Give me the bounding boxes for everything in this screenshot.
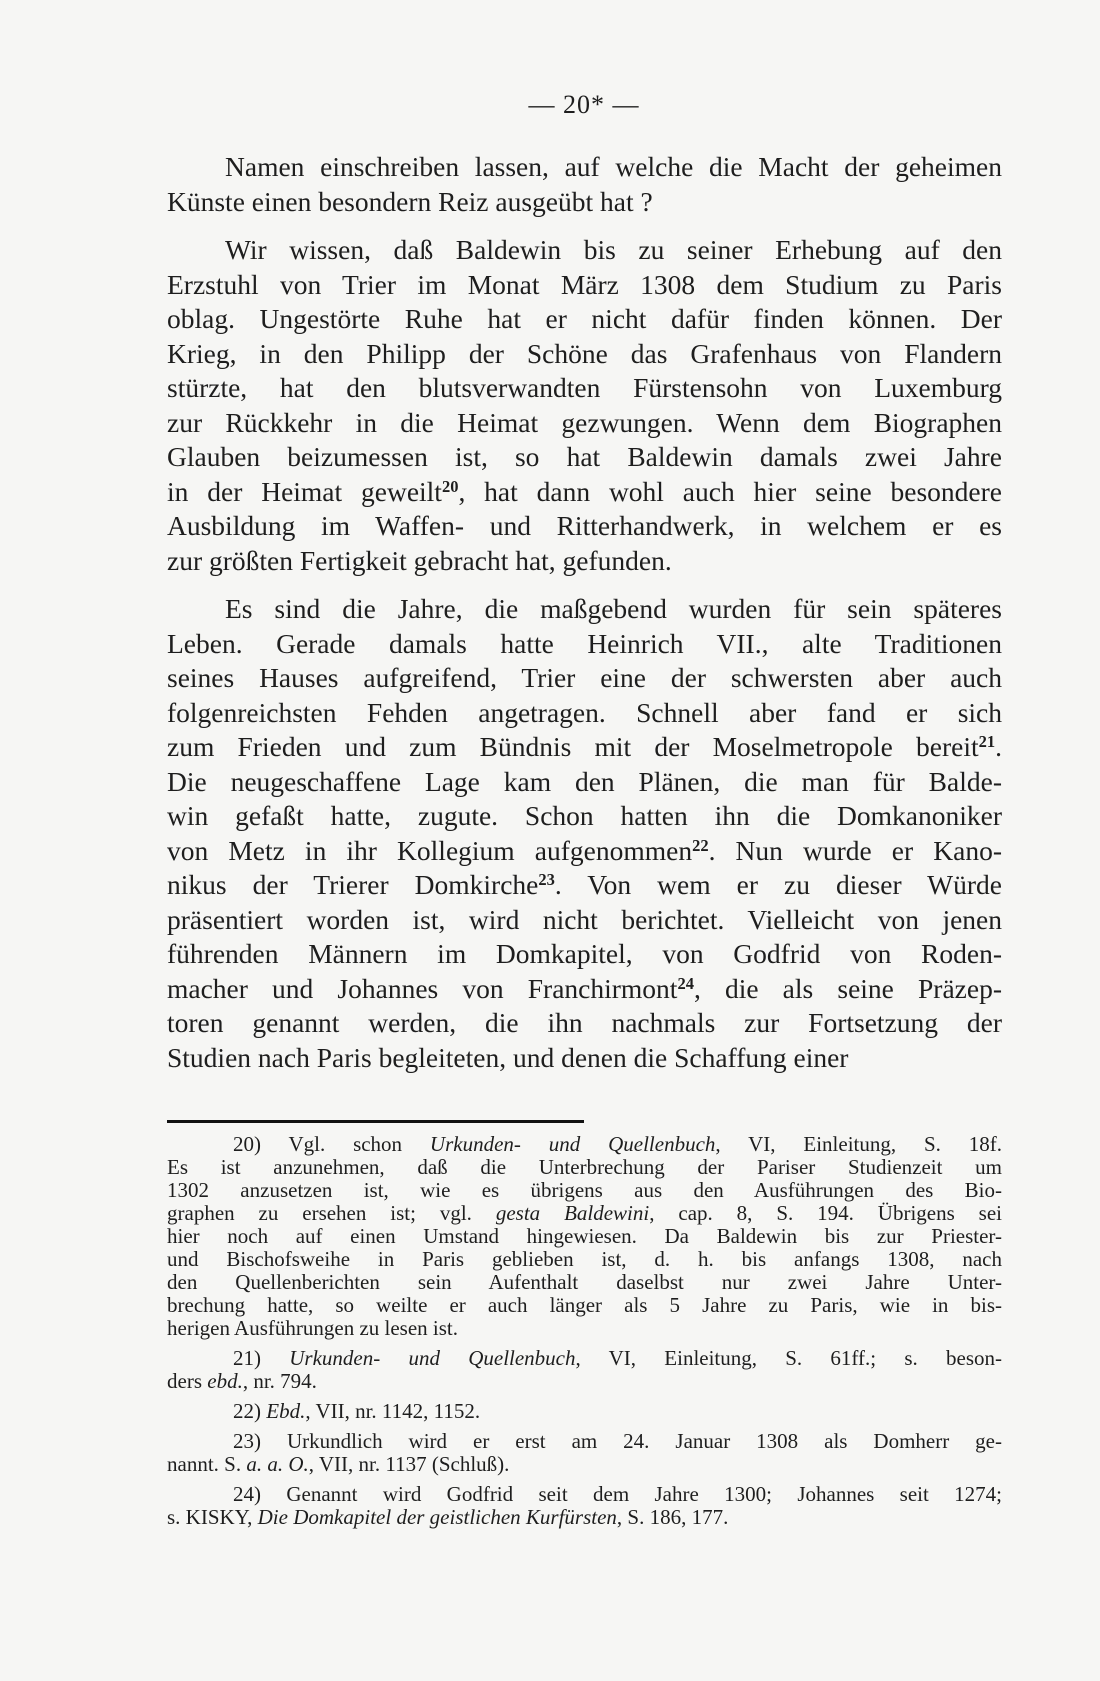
footnote (167, 1430, 1002, 1476)
text-line: ders ebd., nr. 794. (167, 1369, 317, 1393)
text-line: in der Heimat geweilt$^{20}$, hat dann wohl auch hier seine besondere (167, 475, 1002, 507)
footnote (167, 1133, 1002, 1340)
text-line: 21) Urkunden- und Quellenbuch, VI, Einleitung, S. 61ff.; s. beson- (233, 1346, 1003, 1370)
text-line: oblag. Ungestörte Ruhe hat er nicht dafür finden können. Der (167, 303, 1002, 334)
text-line: toren genannt werden, die ihn nachmals zur Fortsetzung der (167, 1007, 1002, 1038)
text-line: zur Rückkehr in die Heimat gezwungen. Wenn dem Biographen (167, 406, 1002, 438)
text-line: s. KISKY, Die Domkapitel der geistlichen Kurfürsten, S. 186, 177. (167, 1505, 729, 1529)
text-line: stürzte, hat den blutsverwandten Fürstensohn von Luxemburg (167, 372, 1002, 403)
text-line: 20) Vgl. schon Urkunden- und Quellenbuch, VI, Einleitung, S. 18f. (233, 1132, 1002, 1156)
italic-text: Urkunden- und Quellenbuch (429, 1132, 716, 1156)
text-line: Studien nach Paris begleiteten, und denen die Schaffung einer (167, 1041, 849, 1073)
text-line: 23) Urkundlich wird er erst am 24. Januar 1308 als Domherr ge- (233, 1429, 1002, 1453)
text-line: hier noch auf einen Umstand hingewiesen. Da Baldewin bis zur Priester- (167, 1224, 1002, 1248)
text-line: Es sind die Jahre, die maßgebend wurden für sein späteres (225, 593, 1002, 624)
text-line: zum Frieden und zum Bündnis mit der Moselmetropole bereit$^{21}$. (167, 731, 1002, 762)
text-line: 1302 anzusetzen ist, wie es übrigens aus den Ausführungen des Bio- (167, 1178, 1002, 1202)
text-line: Erzstuhl von Trier im Monat März 1308 dem Studium zu Paris (167, 268, 1002, 300)
footnote (167, 1400, 1002, 1423)
footnote-ref: 22 (692, 835, 709, 855)
paragraph (167, 233, 1002, 578)
text-line: Es ist anzunehmen, daß die Unterbrechung der Pariser Studienzeit um (167, 1155, 1002, 1179)
text-line: 24) Genannt wird Godfrid seit dem Jahre 1300; Johannes seit 1274; (233, 1482, 1002, 1506)
text-line: macher und Johannes von Franchirmont$^{24}$, die als seine Präzep- (167, 972, 1002, 1004)
text-line: folgenreichsten Fehden angetragen. Schnell aber fand er sich (167, 696, 1002, 728)
page-number: — 20* — (528, 90, 640, 119)
italic-text: gesta Baldewini (495, 1201, 650, 1225)
footnote-separator (167, 1120, 584, 1123)
text-line: 22) Ebd., VII, nr. 1142, 1152. (233, 1399, 481, 1423)
footnote-ref: 23 (538, 869, 555, 889)
text-line: den Quellenberichten sein Aufenthalt daselbst nur zwei Jahre Unter- (167, 1270, 1002, 1294)
footnotes (167, 1133, 1002, 1529)
text-line: nikus der Trierer Domkirche$^{23}$. Von wem er zu dieser Würde (167, 869, 1003, 900)
text-line: zur größten Fertigkeit gebracht hat, gefunden. (167, 544, 672, 576)
text-line: präsentiert worden ist, wird nicht berichtet. Vielleicht von jenen (167, 903, 1002, 935)
text-line: Künste einen besondern Reiz ausgeübt hat ? (167, 185, 653, 217)
text-line: win gefaßt hatte, zugute. Schon hatten ihn die Domkanoniker (167, 800, 1002, 831)
italic-text: Ebd. (266, 1399, 306, 1423)
footnote-ref: 24 (677, 973, 694, 993)
paragraph (167, 592, 1002, 1075)
body-text (167, 150, 1002, 1075)
italic-text: Die Domkapitel der geistlichen Kurfürsten (257, 1505, 617, 1529)
italic-text: ebd. (207, 1369, 243, 1393)
italic-text: Urkunden- und Quellenbuch (289, 1346, 576, 1370)
text-line: nannt. S. a. a. O., VII, nr. 1137 (Schluß). (167, 1452, 510, 1476)
text-line: Krieg, in den Philipp der Schöne das Grafenhaus von Flandern (167, 337, 1002, 369)
text-line: von Metz in ihr Kollegium aufgenommen$^{22}$. Nun wurde er Kano- (167, 834, 1002, 866)
footnote-ref: 20 (441, 476, 459, 496)
text-line: seines Hauses aufgreifend, Trier eine der schwersten aber auch (167, 662, 1002, 693)
italic-text: a. a. O. (246, 1452, 309, 1476)
text-line: brechung hatte, so weilte er auch länger als 5 Jahre zu Paris, wie in bis- (167, 1293, 1002, 1317)
text-line: herigen Ausführungen zu lesen ist. (167, 1316, 459, 1340)
text-line: Leben. Gerade damals hatte Heinrich VII., alte Traditionen (167, 627, 1002, 659)
footnote-ref: 21 (978, 731, 996, 751)
text-line: Wir wissen, daß Baldewin bis zu seiner Erhebung auf den (225, 234, 1002, 265)
text-line: Ausbildung im Waffen- und Ritterhandwerk, in welchem er es (167, 510, 1002, 541)
text-line: graphen zu ersehen ist; vgl. gesta Baldewini, cap. 8, S. 194. Übrigens sei (167, 1201, 1003, 1225)
text-line: führenden Männern im Domkapitel, von Godfrid von Roden- (167, 938, 1002, 969)
text-line: Glauben beizumessen ist, so hat Baldewin damals zwei Jahre (167, 441, 1002, 472)
footnote (167, 1347, 1002, 1393)
text-line: und Bischofsweihe in Paris geblieben ist, d. h. bis anfangs 1308, nach (167, 1247, 1002, 1271)
paragraph (167, 150, 1002, 219)
footnote (167, 1483, 1002, 1529)
text-line: Namen einschreiben lassen, auf welche die Macht der geheimen (225, 151, 1002, 182)
text-line: Die neugeschaffene Lage kam den Plänen, die man für Balde- (167, 765, 1002, 797)
